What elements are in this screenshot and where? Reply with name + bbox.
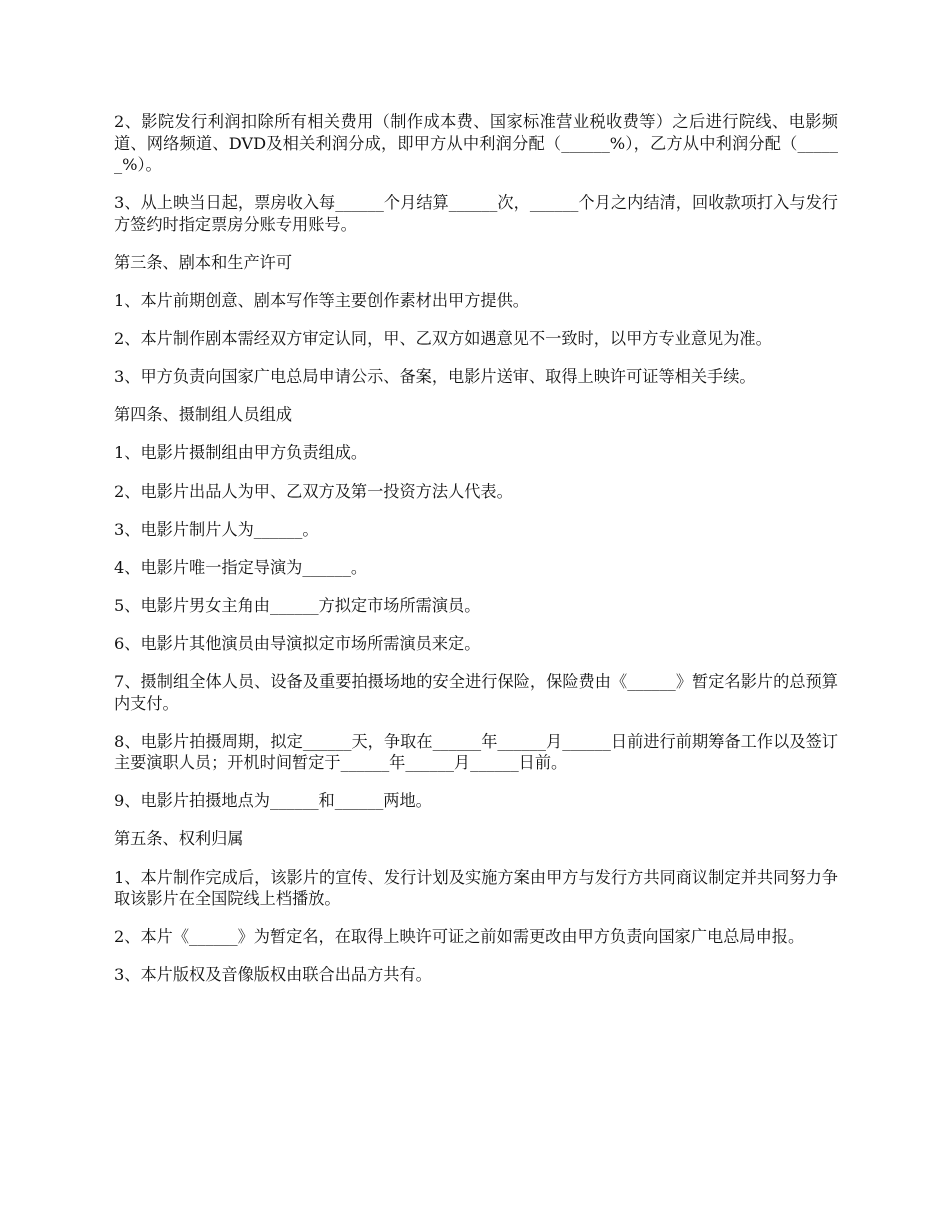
paragraph-article-4-item-7: 7、摄制组全体人员、设备及重要拍摄场地的安全进行保险，保险费由《______》暂定名影片的总预算内支付。	[114, 672, 838, 713]
paragraph-article-4-item-2: 2、电影片出品人为甲、乙双方及第一投资方法人代表。	[114, 481, 513, 501]
paragraph-article-4-item-5: 5、电影片男女主角由______方拟定市场所需演员。	[114, 595, 481, 615]
paragraph-box-office-settlement: 3、从上映当日起，票房收入每______个月结算______次，______个月之内结清，回收款项打入与发行方签约时指定票房分账专用账号。	[114, 193, 838, 234]
paragraph-article-5-item-3: 3、本片版权及音像版权由联合出品方共有。	[114, 965, 432, 985]
paragraph-article-4-item-8: 8、电影片拍摄周期，拟定______天，争取在______年______月______日前进行前期筹备工作以及签订主要演职人员；开机时间暂定于______年______月______日前。	[114, 731, 838, 773]
paragraph-article-3-item-3: 3、甲方负责向国家广电总局申请公示、备案，电影片送审、取得上映许可证等相关手续。	[114, 367, 756, 387]
paragraph-article-3-item-2: 2、本片制作剧本需经双方审定认同，甲、乙双方如遇意见不一致时，以甲方专业意见为准。	[114, 329, 772, 349]
document-page	[114, 111, 838, 1002]
section-heading-article-3: 第三条、剧本和生产许可	[114, 252, 293, 272]
section-heading-article-4: 第四条、摄制组人员组成	[114, 405, 293, 425]
paragraph-article-4-item-6: 6、电影片其他演员由导演拟定市场所需演员来定。	[114, 633, 481, 653]
paragraph-profit-distribution: 2、影院发行利润扣除所有相关费用（制作成本费、国家标准营业税收费等）之后进行院线、电影频道、网络频道、DVD及相关利润分成，即甲方从中利润分配（______%），乙方从中利润分配（______%）。	[114, 112, 838, 175]
paragraph-article-4-item-1: 1、电影片摄制组由甲方负责组成。	[114, 443, 368, 463]
paragraph-article-5-item-2: 2、本片《______》为暂定名，在取得上映许可证之前如需更改由甲方负责向国家广电总局申报。	[114, 927, 805, 947]
paragraph-article-4-item-3: 3、电影片制片人为______。	[114, 519, 319, 539]
paragraph-article-4-item-9: 9、电影片拍摄地点为______和______两地。	[114, 791, 432, 811]
paragraph-article-3-item-1: 1、本片前期创意、剧本写作等主要创作素材出甲方提供。	[114, 291, 529, 311]
paragraph-article-5-item-1: 1、本片制作完成后，该影片的宣传、发行计划及实施方案由甲方与发行方共同商议制定并共同努力争取该影片在全国院线上档播放。	[114, 867, 838, 909]
section-heading-article-5: 第五条、权利归属	[114, 829, 244, 849]
paragraph-article-4-item-4: 4、电影片唯一指定导演为______。	[114, 557, 368, 577]
